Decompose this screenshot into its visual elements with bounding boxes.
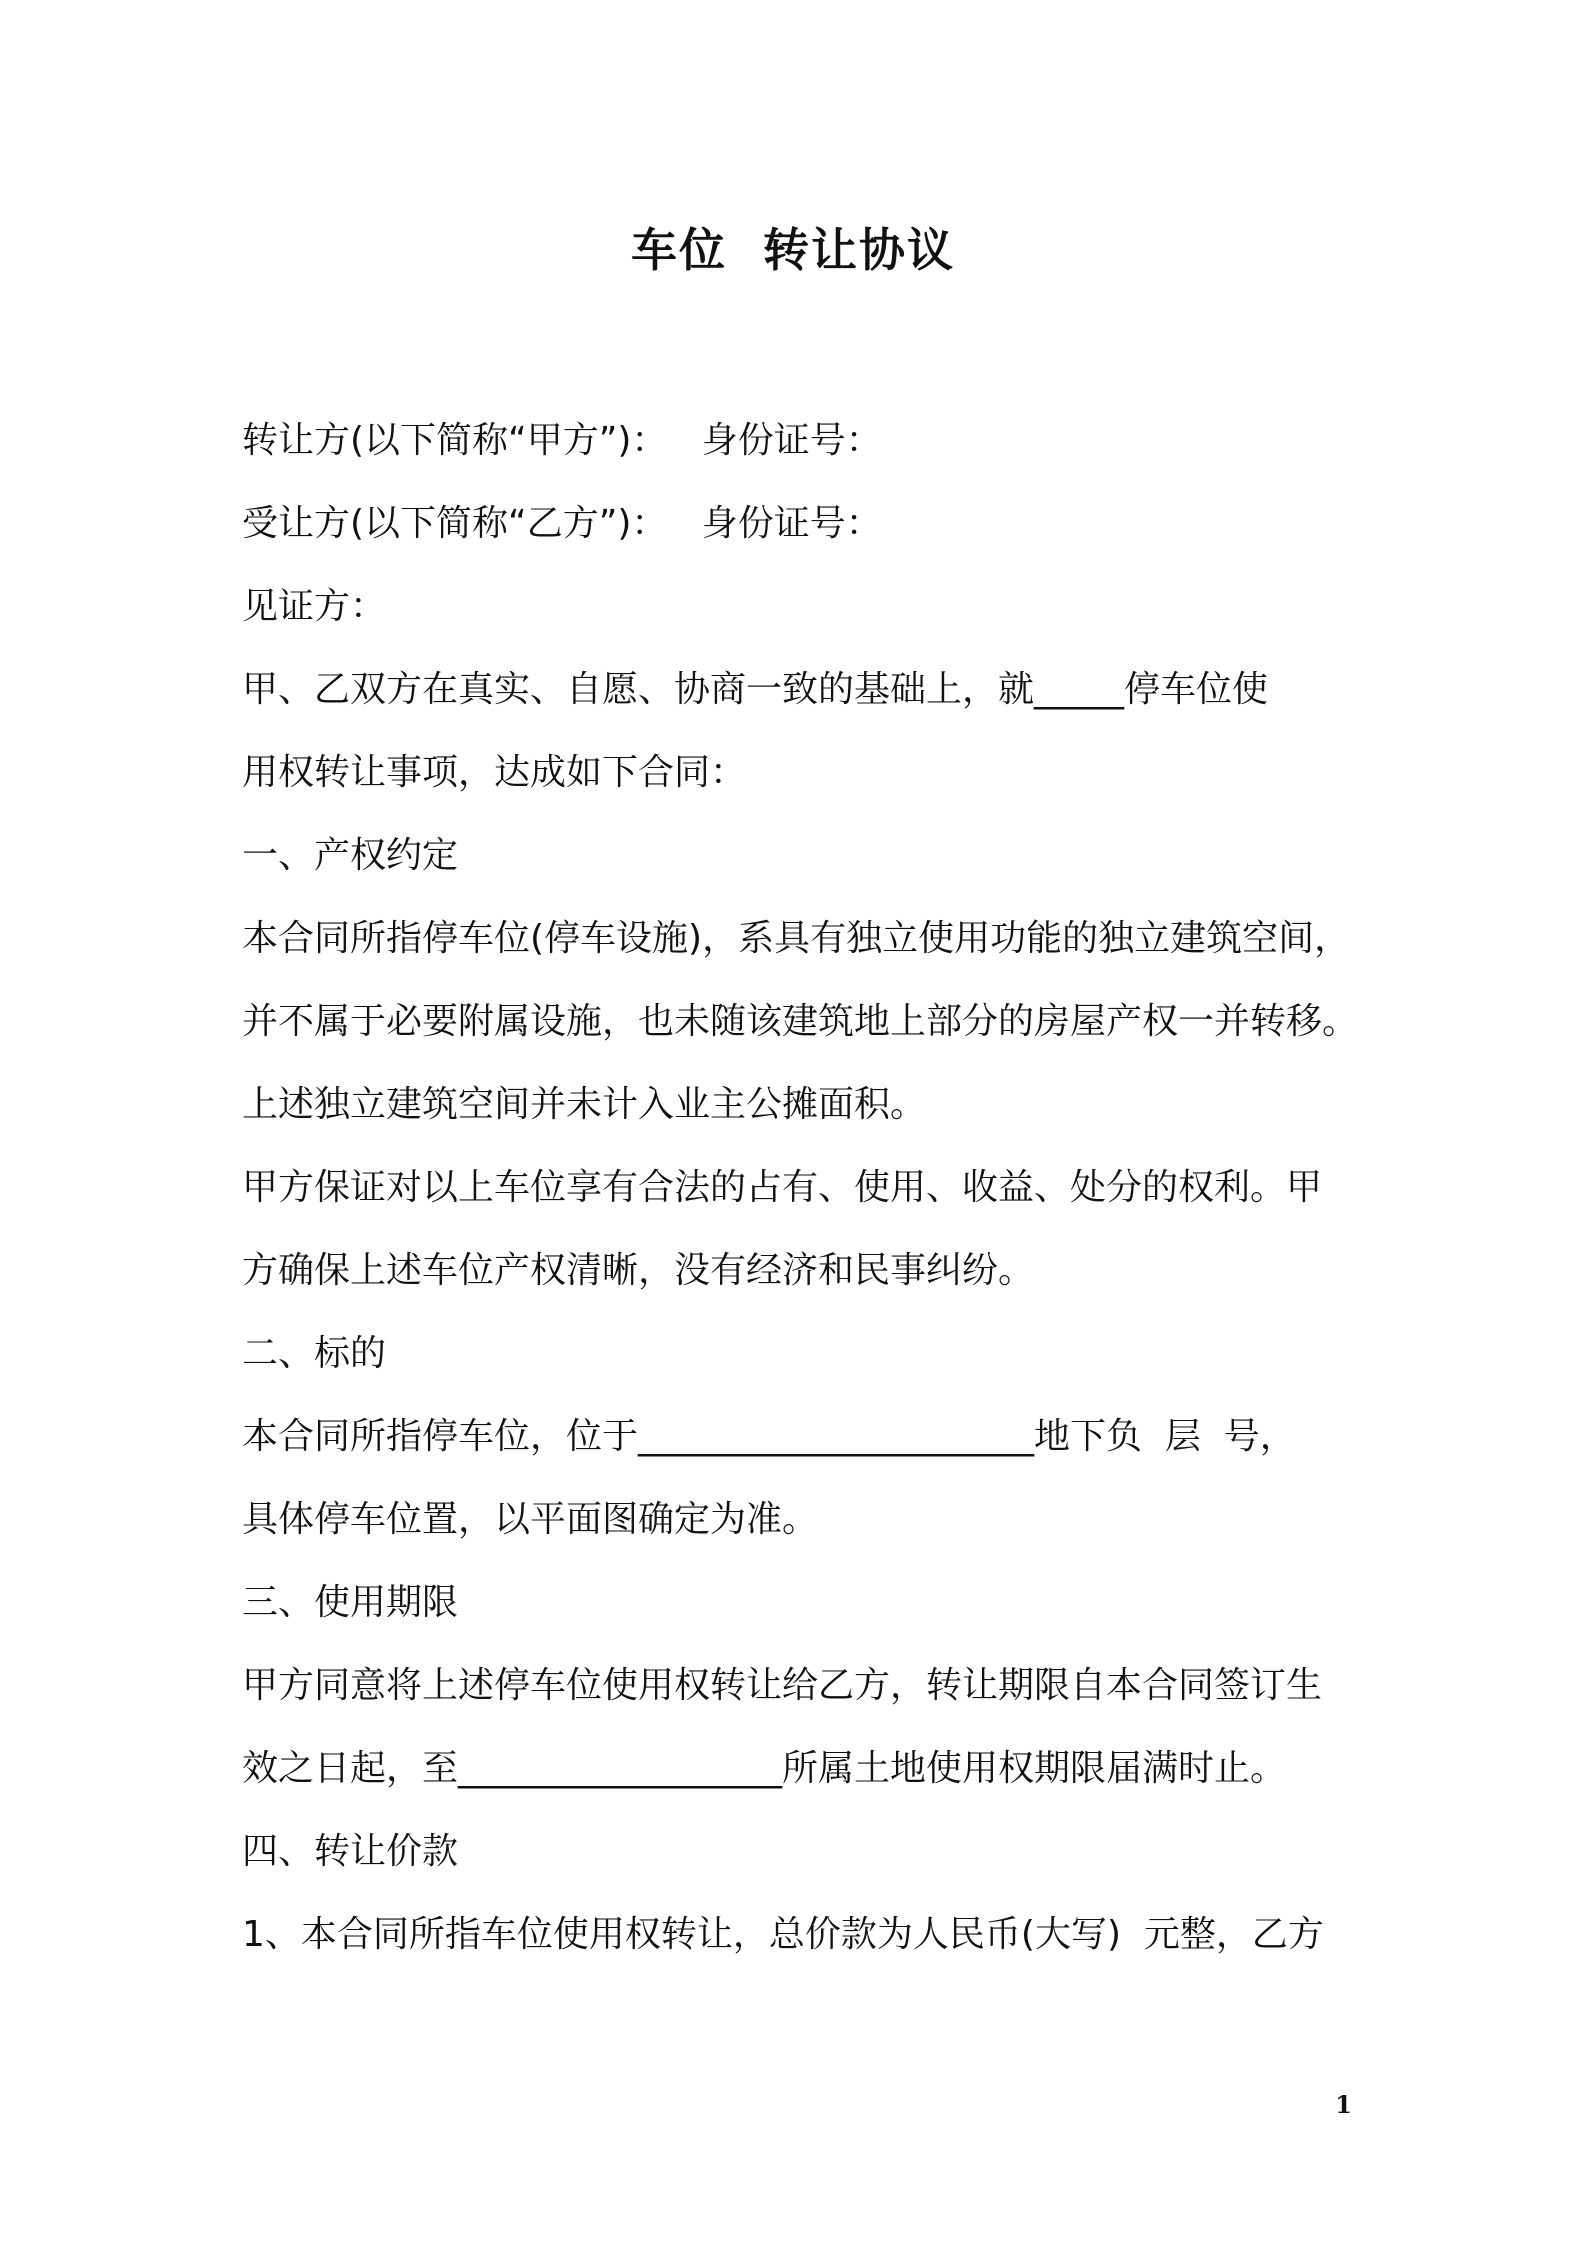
paragraph-line: 甲方同意将上述停车位使用权转让给乙方，转让期限自本合同签订生 [242, 1665, 1323, 1706]
paragraph-line: 效之日起，至__________________所属土地使用权期限届满时止。 [242, 1748, 1287, 1789]
paragraph-line: 本合同所指停车位(停车设施)，系具有独立使用功能的独立建筑空间， [242, 918, 1351, 959]
section-heading: 二、标的 [242, 1333, 387, 1374]
paragraph-line: 用权转让事项，达成如下合同： [242, 752, 747, 793]
paragraph-line: 甲、乙双方在真实、自愿、协商一致的基础上，就_____停车位使 [242, 669, 1269, 710]
document-title: 车位 转让协议 [630, 223, 956, 277]
witness-line: 见证方： [242, 586, 387, 627]
page-number: 1 [1335, 2090, 1352, 2119]
paragraph-line: 本合同所指停车位，位于______________________地下负 层 号， [242, 1416, 1296, 1457]
paragraph-line: 甲方保证对以上车位享有合法的占有、使用、收益、处分的权利。甲 [242, 1167, 1323, 1208]
section-heading: 一、产权约定 [242, 835, 459, 876]
paragraph-line: 并不属于必要附属设施，也未随该建筑地上部分的房屋产权一并转移。 [242, 1001, 1359, 1042]
section-heading: 三、使用期限 [242, 1582, 459, 1623]
paragraph-line: 方确保上述车位产权清晰，没有经济和民事纠纷。 [242, 1250, 1035, 1291]
section-heading: 四、转让价款 [242, 1831, 459, 1872]
paragraph-line: 1、本合同所指车位使用权转让，总价款为人民币(大写) 元整，乙方 [242, 1914, 1324, 1955]
party-b-line: 受让方(以下简称“乙方”)： 身份证号： [242, 503, 882, 544]
party-a-line: 转让方(以下简称“甲方”)： 身份证号： [242, 420, 882, 461]
paragraph-line: 上述独立建筑空间并未计入业主公摊面积。 [242, 1084, 927, 1125]
document-body [242, 410, 1362, 1987]
paragraph-line: 具体停车位置，以平面图确定为准。 [242, 1499, 819, 1540]
